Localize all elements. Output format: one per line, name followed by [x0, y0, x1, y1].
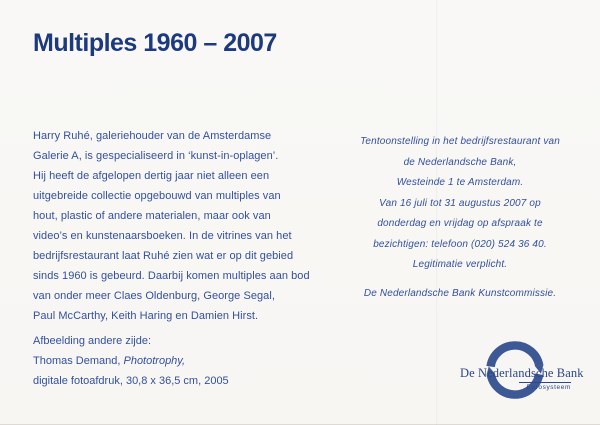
page-title: Multiples 1960 – 2007	[33, 29, 277, 57]
committee-line: De Nederlandsche Bank Kunstcommissie.	[363, 287, 557, 299]
exhibition-info	[340, 132, 580, 304]
exhibition-info-line: Legitimatie verplicht.	[412, 259, 508, 270]
caption-artist-line	[33, 351, 229, 371]
paragraph-line: bedrijfsrestaurant laat Ruhé zien wat er op dit gebied	[33, 250, 294, 262]
caption-artwork-title: Phototrophy,	[123, 355, 186, 367]
caption-heading: Afbeelding andere zijde:	[33, 335, 152, 347]
exhibition-info-line: Westeinde 1 te Amsterdam.	[396, 177, 524, 188]
exhibition-info-line: bezichtigen: telefoon (020) 524 36 40.	[373, 238, 547, 250]
paragraph-line: van onder meer Claes Oldenburg, George Segal,	[33, 290, 275, 302]
exhibition-info-line: Tentoonstelling in het bedrijfsrestaurant van	[360, 136, 560, 147]
description-paragraph	[33, 126, 313, 326]
image-credit-caption	[33, 331, 229, 391]
paragraph-line: Harry Ruhé, galeriehouder van de Amsterdamse	[33, 130, 272, 142]
exhibition-info-line: donderdag en vrijdag op afspraak te	[377, 218, 543, 229]
paragraph-line: hout, plastic of andere materialen, maar ook van	[33, 210, 271, 222]
paragraph-line: Galerie A, is gespecialiseerd in ‘kunst-in-oplagen’.	[33, 150, 279, 162]
dnb-logo	[452, 340, 587, 402]
exhibition-info-line: de Nederlandsche Bank,	[403, 156, 517, 168]
paragraph-line: video’s en kunstenaarsboeken. In de vitrines van het	[33, 230, 292, 242]
paragraph-line: uitgebreide collectie opgebouwd van multiples van	[33, 190, 281, 202]
dnb-logo-subtitle: Eurosysteem	[526, 384, 571, 391]
paragraph-line: sinds 1960 is gebeurd. Daarbij komen multiples aan bod	[33, 270, 310, 282]
caption-medium-line: digitale fotoafdruk, 30,8 x 36,5 cm, 2005	[33, 375, 229, 387]
exhibition-info-line: Van 16 juli tot 31 augustus 2007 op	[379, 197, 541, 209]
dnb-logo-rule	[519, 382, 571, 383]
dnb-logo-name: De Nederlandsche Bank	[460, 366, 584, 380]
paragraph-line: Hij heeft de afgelopen dertig jaar niet alleen een	[33, 170, 270, 182]
paragraph-line: Paul McCarthy, Keith Haring en Damien Hirst.	[33, 310, 259, 322]
caption-artist: Thomas Demand,	[33, 355, 124, 367]
